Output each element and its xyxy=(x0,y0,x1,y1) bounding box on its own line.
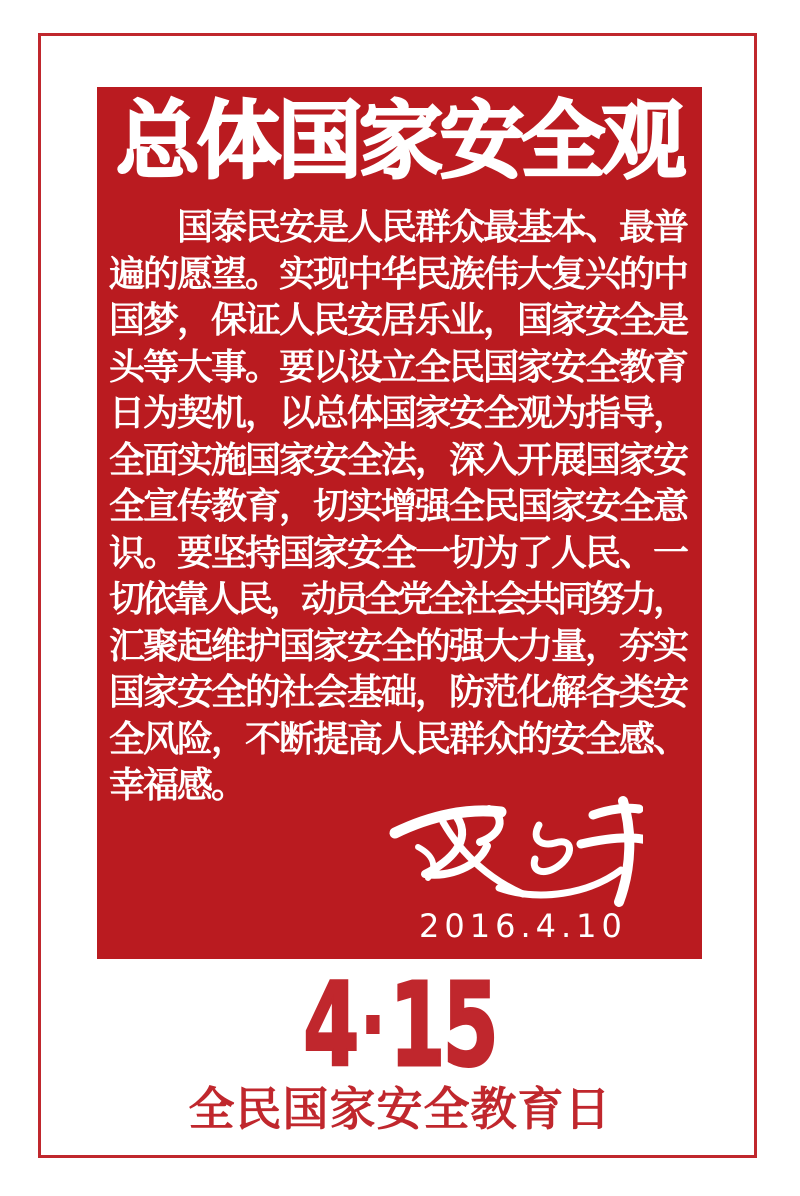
body-line: 国家安全的社会基础，防范化解各类安 xyxy=(109,672,688,712)
body-line: 幸福感。 xyxy=(109,765,246,805)
body-line: 国泰民安是人民群众最基本、最普 xyxy=(177,207,688,247)
dot-separator-icon xyxy=(367,1015,380,1034)
body-text xyxy=(109,204,690,809)
body-line: 国梦，保证人民安居乐业，国家安全是 xyxy=(109,300,688,340)
body-line: 全风险，不断提高人民群众的安全感、 xyxy=(109,718,688,759)
body-line: 头等大事。要以设立全民国家安全教育 xyxy=(109,346,688,387)
body-line: 日为契机，以总体国家安全观为指导， xyxy=(109,393,688,433)
brush-signature-icon xyxy=(387,785,643,907)
body-line: 识。要坚持国家安全一切为了人民、一 xyxy=(109,532,688,573)
date-4-15 xyxy=(303,959,497,1093)
body-line: 全宣传教育，切实增强全民国家安全意 xyxy=(109,486,688,526)
day-number: 15 xyxy=(389,959,497,1093)
body-line: 遍的愿望。实现中华民族伟大复兴的中 xyxy=(109,253,688,294)
body-line: 汇聚起维护国家安全的强大力量，夯实 xyxy=(109,625,688,666)
month-number: 4 xyxy=(303,959,357,1093)
signature-date: 2016.4.10 xyxy=(419,907,627,945)
body-line: 切依靠人民，动员全党全社会共同努力， xyxy=(109,579,686,619)
red-panel xyxy=(97,87,702,959)
body-line: 全面实施国家安全法，深入开展国家安 xyxy=(109,439,688,480)
poster-title: 总体国家安全观 xyxy=(115,94,683,188)
education-day-date xyxy=(0,959,800,1093)
education-day-label: 全民国家安全教育日 xyxy=(188,1084,612,1135)
